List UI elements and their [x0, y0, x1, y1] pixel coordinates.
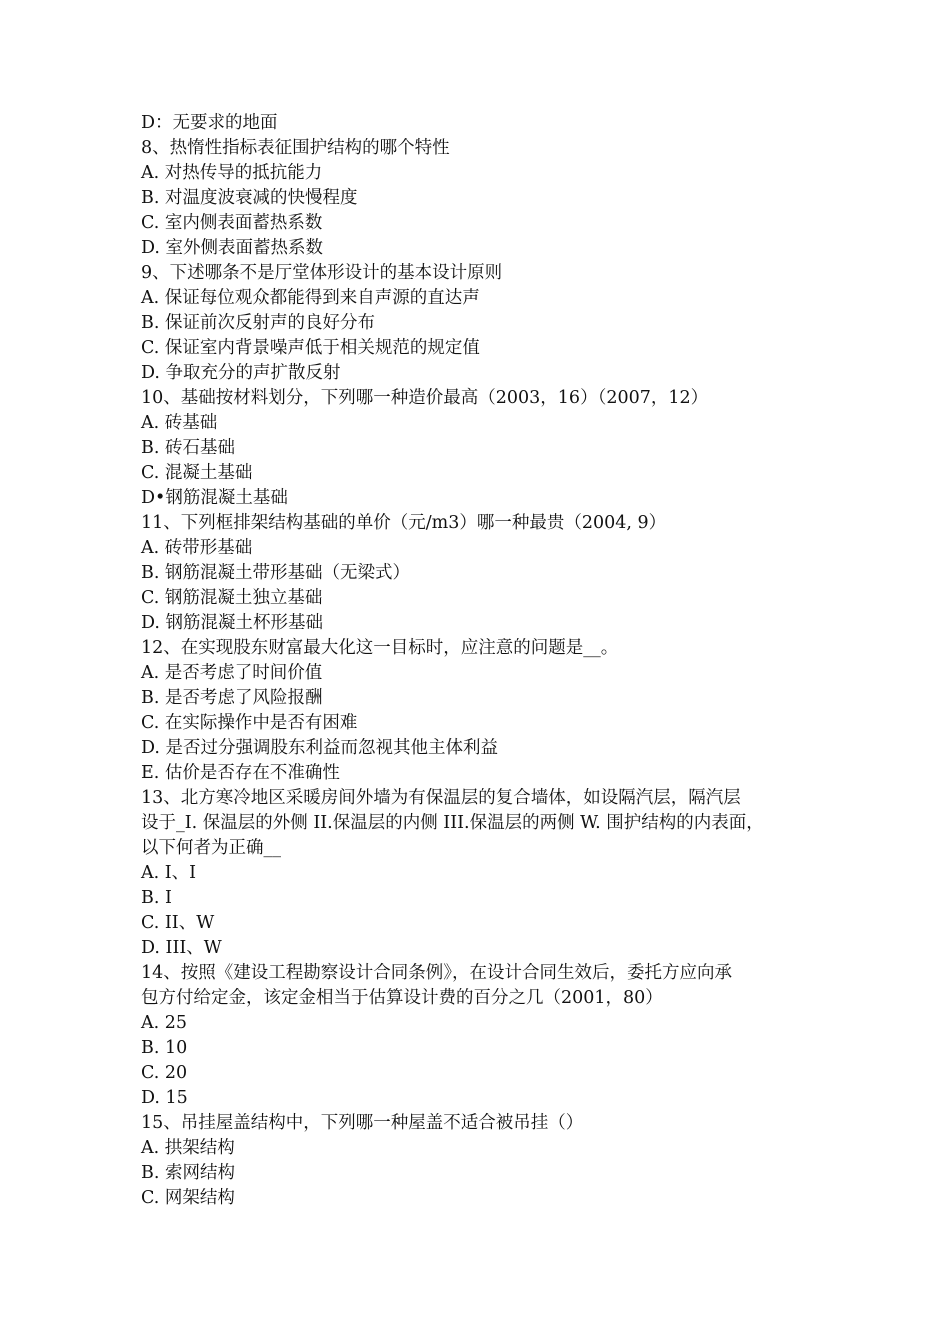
option-b: B. 保证前次反射声的良好分布: [141, 313, 375, 333]
question-9: 9、下述哪条不是厅堂体形设计的基本设计原则: [141, 263, 503, 283]
text-line: D：无要求的地面: [141, 113, 278, 133]
question-14-cont: 包方付给定金，该定金相当于估算设计费的百分之几（2001，80）: [141, 988, 663, 1008]
option-a: A. 拱架结构: [141, 1138, 235, 1158]
option-c: C. II、W: [141, 913, 215, 933]
option-c: C. 室内侧表面蓄热系数: [141, 213, 323, 233]
option-a: A. 是否考虑了时间价值: [141, 663, 323, 683]
option-d: D. 争取充分的声扩散反射: [141, 363, 341, 383]
question-15: 15、吊挂屋盖结构中，下列哪一种屋盖不适合被吊挂（）: [141, 1113, 584, 1133]
option-c: C. 20: [141, 1063, 188, 1083]
option-d: D. III、W: [141, 938, 222, 958]
option-a: A. 对热传导的抵抗能力: [141, 163, 323, 183]
option-d: D. 室外侧表面蓄热系数: [141, 238, 324, 258]
option-a: A. 砖带形基础: [141, 538, 253, 558]
question-13-cont: 设于_I. 保温层的外侧 II.保温层的内侧 III.保温层的两侧 W. 围护结构的内表面，: [141, 813, 764, 833]
option-a: A. 保证每位观众都能得到来自声源的直达声: [141, 288, 480, 308]
option-a: A. 砖基础: [141, 413, 218, 433]
document-page: [141, 111, 801, 1211]
option-c: C. 钢筋混凝土独立基础: [141, 588, 323, 608]
question-13: 13、北方寒冷地区采暖房间外墙为有保温层的复合墙体，如设隔汽层，隔汽层: [141, 788, 741, 808]
option-a: A. 25: [141, 1013, 188, 1033]
question-13-cont: 以下何者为正确__: [141, 838, 281, 858]
option-d: D. 15: [141, 1088, 188, 1108]
option-b: B. 钢筋混凝土带形基础（无梁式）: [141, 563, 410, 583]
question-10: 10、基础按材料划分，下列哪一种造价最高（2003，16）（2007，12）: [141, 388, 709, 408]
option-e: E. 估价是否存在不准确性: [141, 763, 340, 783]
option-b: B. I: [141, 888, 172, 908]
question-14: 14、按照《建设工程勘察设计合同条例》，在设计合同生效后，委托方应向承: [141, 963, 733, 983]
question-11: 11、下列框排架结构基础的单价（元/m3）哪一种最贵（2004, 9）: [141, 513, 667, 533]
option-b: B. 索网结构: [141, 1163, 235, 1183]
option-c: C. 保证室内背景噪声低于相关规范的规定值: [141, 338, 480, 358]
option-c: C. 网架结构: [141, 1188, 235, 1208]
option-a: A. I、I: [141, 863, 197, 883]
option-b: B. 是否考虑了风险报酬: [141, 688, 323, 708]
option-d: D. 钢筋混凝土杯形基础: [141, 613, 324, 633]
option-b: B. 砖石基础: [141, 438, 235, 458]
option-b: B. 10: [141, 1038, 188, 1058]
option-c: C. 在实际操作中是否有困难: [141, 713, 358, 733]
option-d: D. 是否过分强调股东利益而忽视其他主体利益: [141, 738, 499, 758]
option-d: D•钢筋混凝土基础: [141, 488, 288, 508]
question-12: 12、在实现股东财富最大化这一目标时，应注意的问题是__。: [141, 638, 619, 658]
option-c: C. 混凝土基础: [141, 463, 253, 483]
question-8: 8、热惰性指标表征围护结构的哪个特性: [141, 138, 450, 158]
option-b: B. 对温度波衰减的快慢程度: [141, 188, 358, 208]
